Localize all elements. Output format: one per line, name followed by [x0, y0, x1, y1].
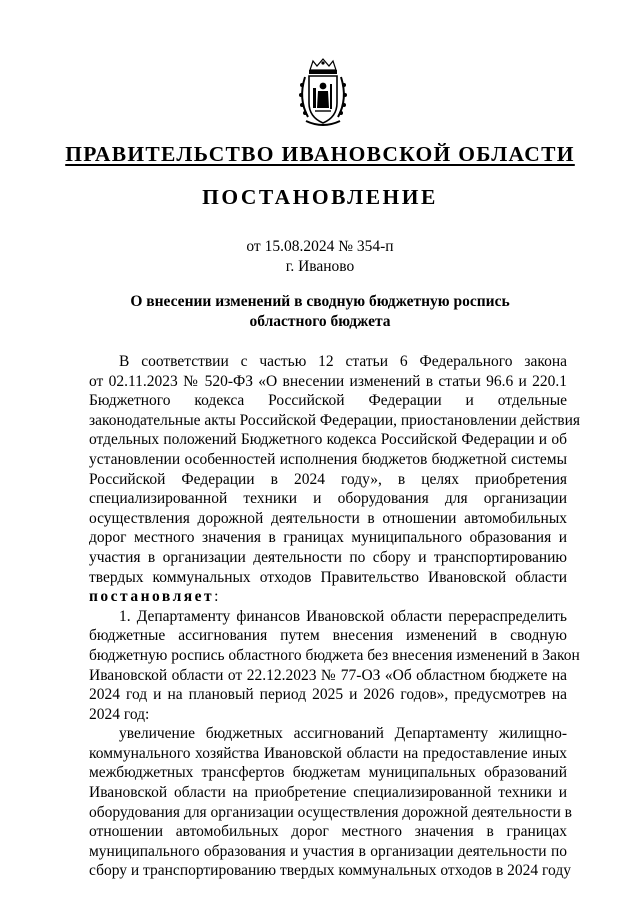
- text-line: твердых коммунальных отходов Правительство Ивановской области: [89, 568, 567, 586]
- text-line: коммунального хозяйства Ивановской области на предоставление иных: [89, 744, 567, 762]
- text-line: Ивановской области на приобретение специализированной техники и: [89, 784, 567, 802]
- subject-line: О внесении изменений в сводную бюджетную роспись: [130, 293, 510, 310]
- text-line: Ивановской области от 22.12.2023 № 77-ОЗ «Об областном бюджете на: [89, 666, 567, 684]
- text-line: специализированной техники и оборудования для организации: [89, 490, 567, 508]
- resolves-word: постановляет: [89, 588, 215, 606]
- text-line: оборудования для организации осуществления дорожной деятельности в: [89, 803, 572, 821]
- text-line: бюджетную роспись областного бюджета без внесения изменений в Закон: [89, 646, 580, 664]
- document-body: [89, 352, 581, 881]
- text-line: от 02.11.2023 № 520-ФЗ «О внесении изменений в статьи 96.6 и 220.1: [89, 372, 567, 390]
- text-line: отношении автомобильных дорог местного значения в границах: [89, 823, 567, 841]
- city: г. Иваново: [285, 258, 355, 275]
- text-line: межбюджетных трансфертов бюджетам муниципальных образований: [89, 764, 567, 782]
- text-line: осуществления дорожной деятельности в отношении автомобильных: [89, 509, 567, 527]
- text-line: дорог местного значения в границах муниципального образования и: [89, 529, 567, 547]
- resolves-colon: :: [214, 588, 219, 606]
- ivanovo-coat-of-arms-icon: [296, 57, 350, 129]
- document-subject: [120, 292, 520, 332]
- text-line: В соответствии с частью 12 статьи 6 Федерального закона: [119, 353, 567, 370]
- text-line: увеличение бюджетных ассигнований Департаменту жилищно-: [119, 725, 567, 743]
- text-line: муниципального образования и участия в организации деятельности по: [89, 842, 567, 860]
- text-line: 2024 год:: [89, 705, 150, 723]
- resolves-line: [89, 587, 567, 607]
- text-line: сбору и транспортированию твердых коммунальных отходов в 2024 году: [89, 862, 571, 880]
- government-title: ПРАВИТЕЛЬСТВО ИВАНОВСКОЙ ОБЛАСТИ: [65, 142, 575, 166]
- text-line: 2024 год и на плановый период 2025 и 2026 годов», предусмотрев на: [89, 686, 567, 704]
- text-line: Бюджетного кодекса Российской Федерации и отдельные: [89, 392, 567, 410]
- text-line: отдельных положений Бюджетного кодекса Российской Федерации и об: [89, 431, 567, 449]
- text-line: участия в организации деятельности по сбору и транспортированию: [89, 548, 567, 566]
- text-line: Российской Федерации в 2024 году», в целях приобретения: [89, 470, 567, 488]
- subject-line: областного бюджета: [249, 313, 391, 330]
- text-line: бюджетные ассигнования путем внесения изменений в сводную: [89, 627, 567, 645]
- document-type: ПОСТАНОВЛЕНИЕ: [202, 185, 438, 209]
- date-number: от 15.08.2024 № 354-п: [246, 238, 394, 255]
- text-line: установлении особенностей исполнения бюджетов бюджетной системы: [89, 450, 567, 468]
- text-line: законодательные акты Российской Федерации, приостановлении действия: [89, 411, 581, 429]
- text-line: 1. Департаменту финансов Ивановской области перераспределить: [119, 607, 567, 625]
